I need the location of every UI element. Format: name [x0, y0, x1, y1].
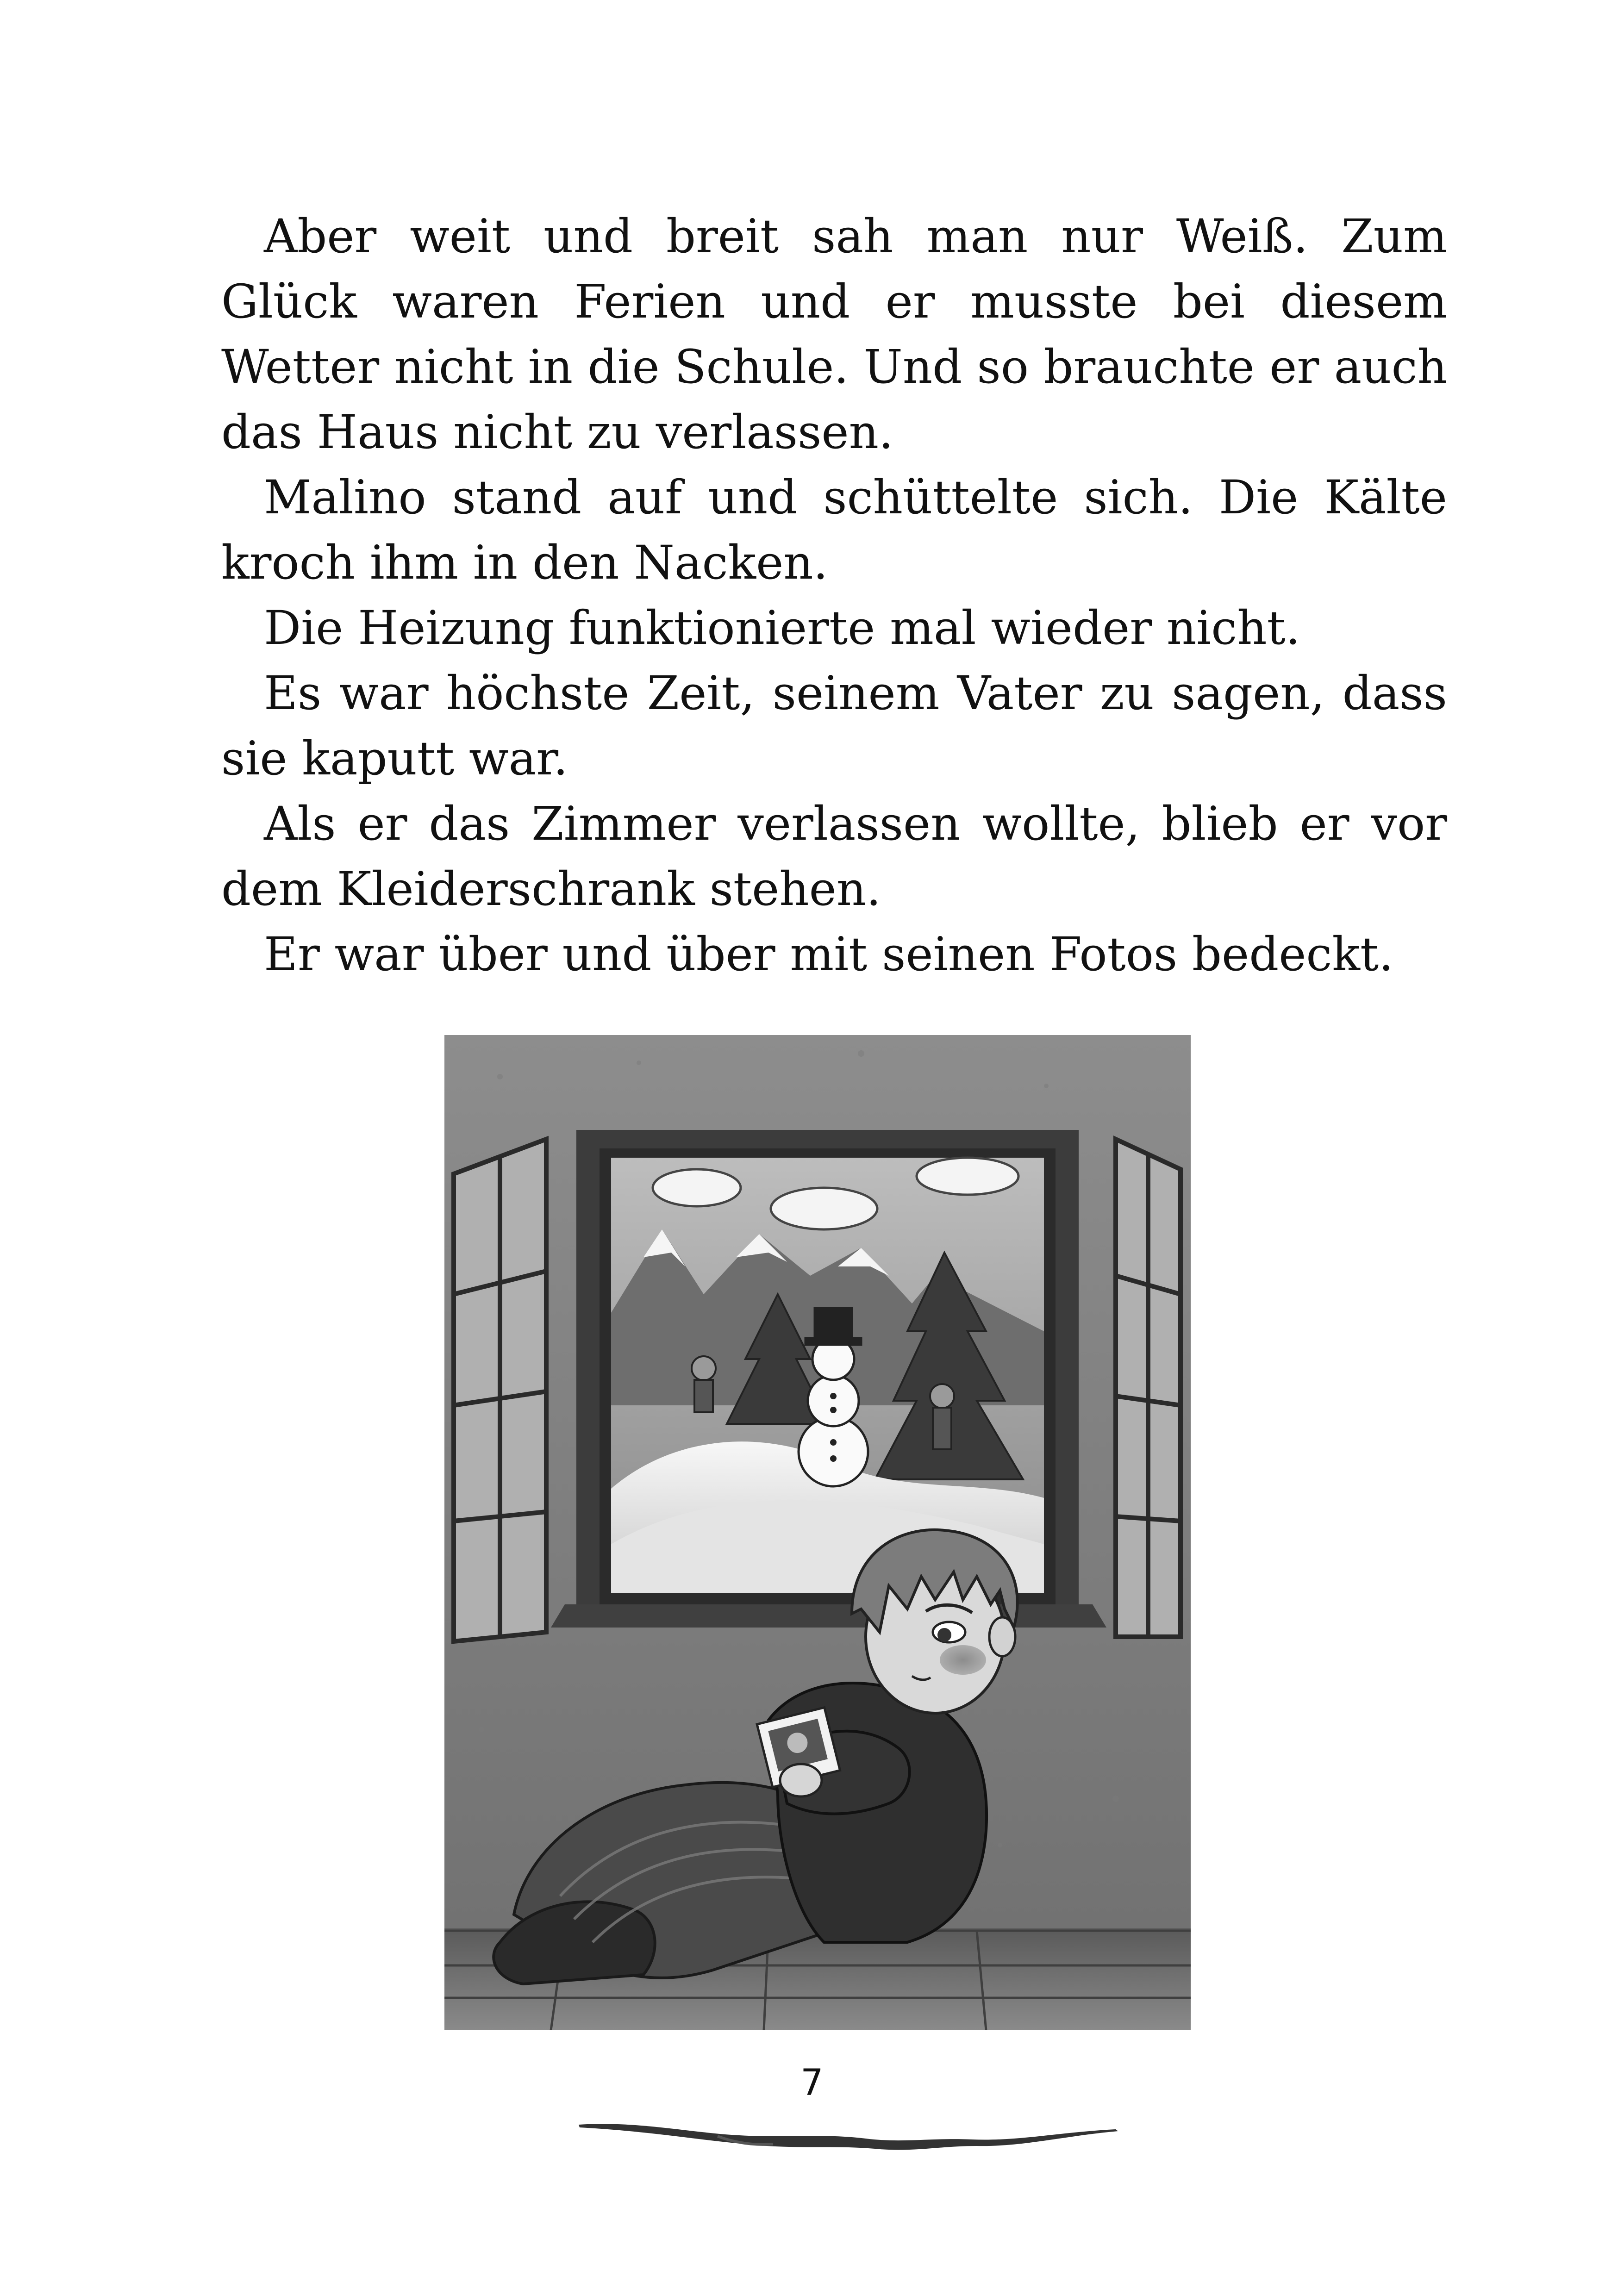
page-number: 7: [800, 2062, 824, 2104]
paragraph-3: Die Heizung funktionierte mal wieder nicht.: [264, 601, 1300, 655]
paragraph-2: Malino stand auf und schüttelte sich. Die Kälte kroch ihm in den Nacken.: [221, 470, 1447, 590]
brush-stroke-ornament: [579, 2111, 1120, 2162]
illustration-boy-at-window: [444, 1035, 1191, 2030]
paragraph-6: Er war über und über mit seinen Fotos bedeckt.: [264, 927, 1393, 981]
paragraph-4: Es war höchste Zeit, seinem Vater zu sagen, dass sie kaputt war.: [221, 666, 1447, 786]
paragraph-5: Als er das Zimmer verlassen wollte, blieb er vor dem Kleiderschrank stehen.: [221, 797, 1447, 916]
paragraph-1: Aber weit und breit sah man nur Weiß. Zum Glück waren Ferien und er musste bei diesem Wetter nicht in die Schule. Und so brauchte er auch das Haus nicht zu verlassen.: [221, 209, 1447, 459]
story-text: [221, 204, 1447, 987]
